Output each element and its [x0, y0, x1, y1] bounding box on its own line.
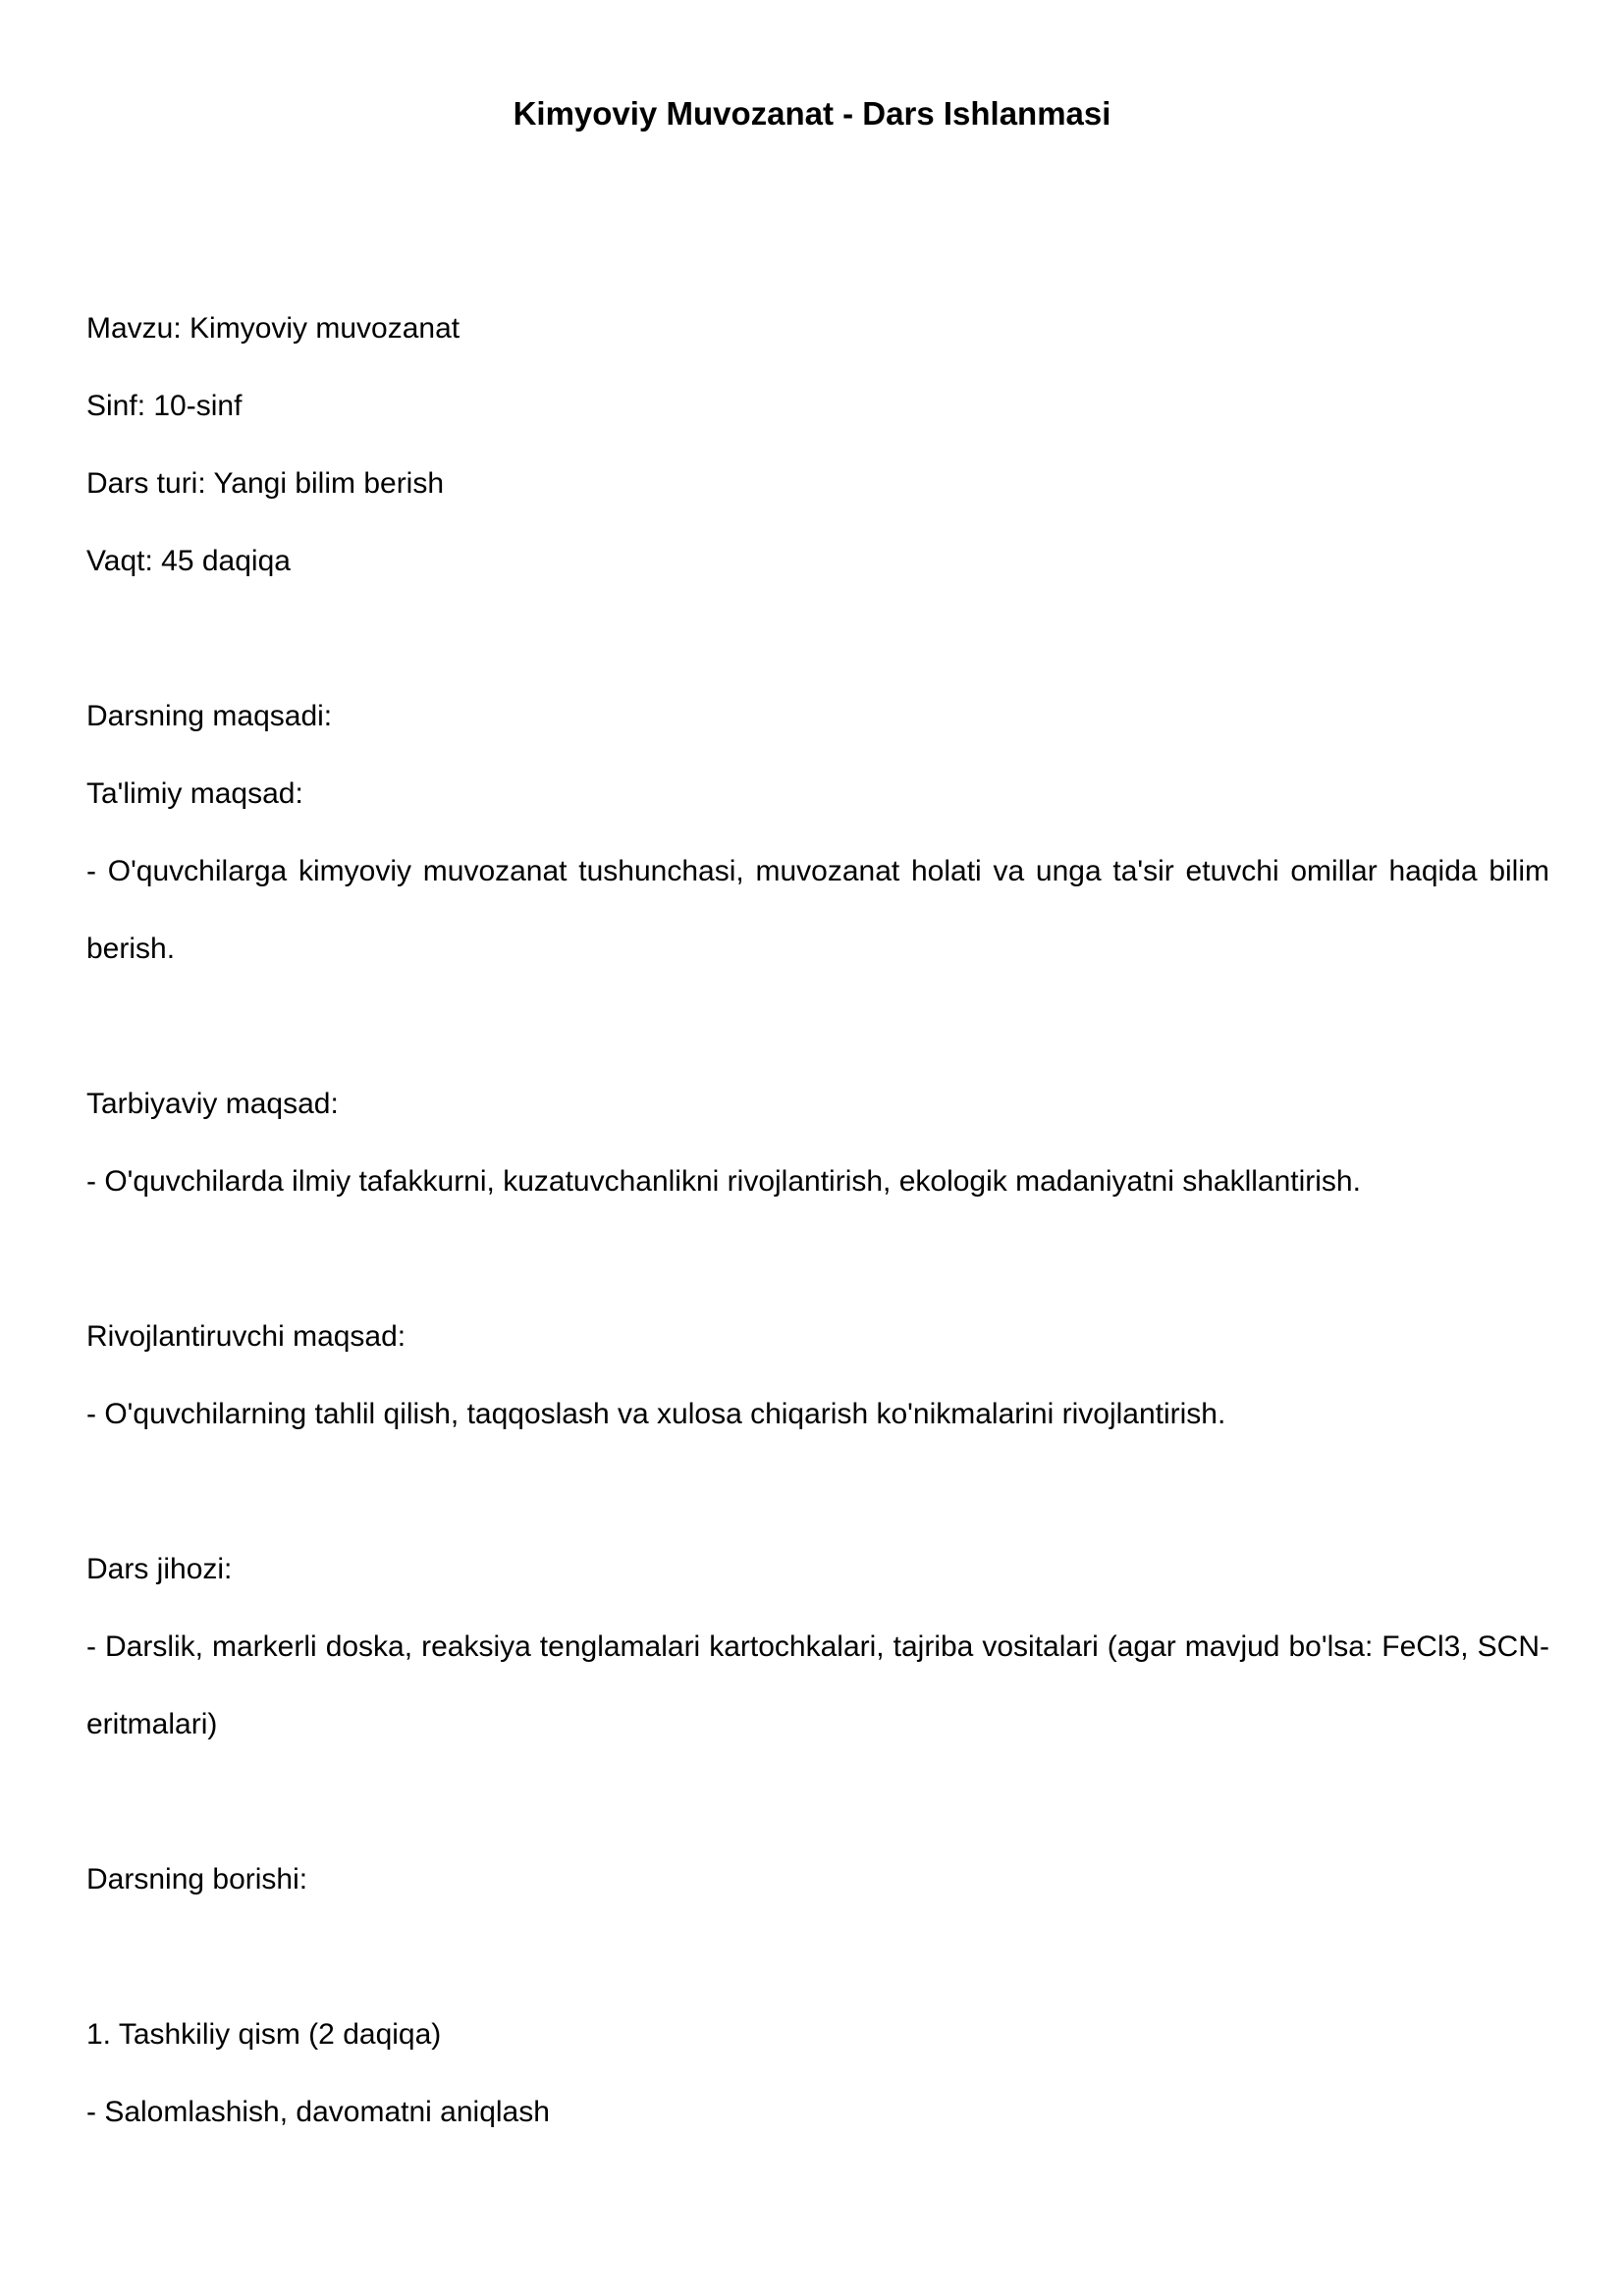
rivojlantiruvchi-heading: Rivojlantiruvchi maqsad: — [86, 1320, 406, 1353]
spacer — [86, 1220, 1549, 1298]
talimiy-text: - O'quvchilarga kimyoviy muvozanat tushunchasi, muvozanat holati va unga ta'sir etuvchi omillar haqida bilim berish. — [86, 855, 1549, 965]
info-dars-turi: Dars turi: Yangi bilim berish — [86, 467, 445, 500]
jihoz-heading: Dars jihozi: — [86, 1553, 233, 1585]
step1-heading: 1. Tashkiliy qism (2 daqiqa) — [86, 2018, 442, 2051]
spacer — [86, 1918, 1549, 1996]
document-body — [86, 290, 1549, 2151]
tarbiyaviy-heading: Tarbiyaviy maqsad: — [86, 1088, 339, 1120]
spacer — [86, 600, 1549, 677]
spacer — [86, 988, 1549, 1065]
spacer — [86, 1763, 1549, 1841]
spacer — [86, 1453, 1549, 1530]
talimiy-heading: Ta'limiy maqsad: — [86, 777, 303, 810]
borishi-heading: Darsning borishi: — [86, 1863, 308, 1896]
rivojlantiruvchi-text: - O'quvchilarning tahlil qilish, taqqoslash va xulosa chiqarish ko'nikmalarini rivojlantirish. — [86, 1398, 1226, 1430]
info-mavzu: Mavzu: Kimyoviy muvozanat — [86, 312, 460, 345]
step1-text: - Salomlashish, davomatni aniqlash — [86, 2096, 550, 2128]
maqsad-heading: Darsning maqsadi: — [86, 700, 333, 732]
info-vaqt: Vaqt: 45 daqiqa — [86, 545, 291, 577]
jihoz-text: - Darslik, markerli doska, reaksiya tenglamalari kartochkalari, tajriba vositalari (agar mavjud bo'lsa: FeCl3, SCN- eritmalari) — [86, 1630, 1549, 1740]
document-title: Kimyoviy Muvozanat - Dars Ishlanmasi — [513, 95, 1111, 132]
info-sinf: Sinf: 10-sinf — [86, 390, 243, 422]
tarbiyaviy-text: - O'quvchilarda ilmiy tafakkurni, kuzatuvchanlikni rivojlantirish, ekologik madaniyatni shakllantirish. — [86, 1165, 1361, 1198]
